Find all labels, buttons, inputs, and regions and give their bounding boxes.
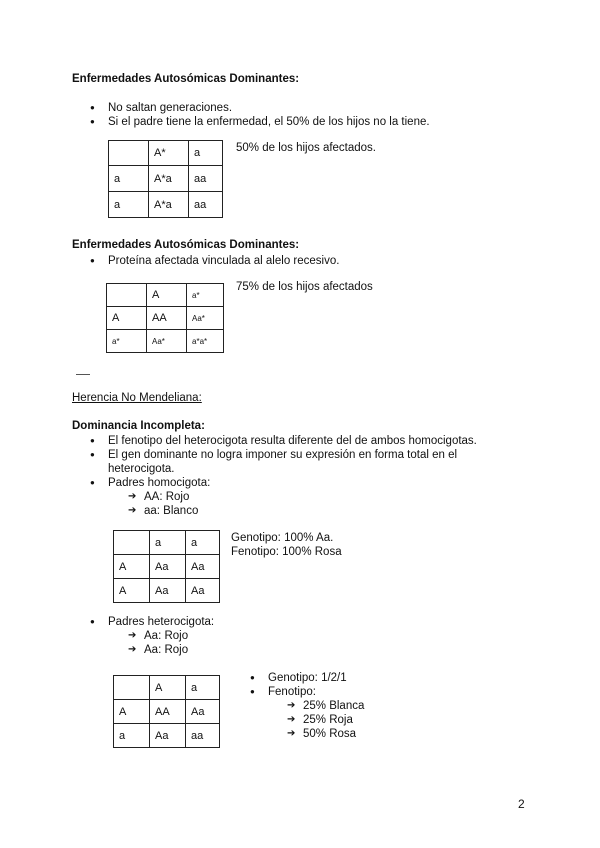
list-item: ➔ 50% Rosa: [287, 727, 364, 741]
table-cell: a: [189, 141, 223, 166]
punnett-table-3: [113, 530, 220, 603]
list-item: ● Proteína afectada vinculada al alelo recesivo.: [72, 254, 542, 268]
phenotype-arrow-list: [287, 699, 364, 741]
table-cell: a: [150, 531, 186, 555]
list-item: ● El gen dominante no logra imponer su expresión en forma total en el heterocigota.: [72, 448, 512, 476]
table-cell: a: [186, 531, 220, 555]
table-cell: Aa*: [147, 330, 187, 353]
table-cell: a: [114, 724, 150, 748]
table-cell: A: [147, 284, 187, 307]
table-row: [107, 307, 224, 330]
list-item: ➔ 25% Roja: [287, 713, 364, 727]
table-cell: a*: [187, 284, 224, 307]
list-item: ➔ Aa: Rojo: [128, 643, 188, 657]
table-cell: a*: [107, 330, 147, 353]
table-cell: a*a*: [187, 330, 224, 353]
table-row: [114, 676, 220, 700]
section1-note: 50% de los hijos afectados.: [236, 142, 377, 154]
list-item: ● Genotipo: 1/2/1: [232, 671, 432, 685]
table-cell: aa: [189, 166, 223, 192]
table-cell: A: [150, 676, 186, 700]
table-cell: [107, 284, 147, 307]
hetero-bullet-list: [72, 615, 372, 629]
table-row: [107, 284, 224, 307]
table3-note: [231, 531, 342, 559]
table-row: [114, 724, 220, 748]
table-cell: Aa: [186, 555, 220, 579]
table-cell: A: [114, 555, 150, 579]
section2-note: 75% de los hijos afectados: [236, 281, 373, 293]
table-cell: a: [109, 192, 149, 218]
hetero-arrow-list: [128, 629, 188, 657]
table4-note-list: [232, 671, 432, 699]
table-cell: Aa: [186, 579, 220, 603]
genotype-note: Genotipo: 100% Aa.: [231, 532, 334, 544]
section1-bullet-list: [72, 101, 542, 129]
table-row: [109, 141, 223, 166]
table-row: [114, 700, 220, 724]
table-cell: Aa: [150, 579, 186, 603]
section1-title: Enfermedades Autosómicas Dominantes:: [72, 73, 300, 85]
punnett-table-2: [106, 283, 224, 353]
punnett-table-4: [113, 675, 220, 748]
list-item: ➔ Aa: Rojo: [128, 629, 188, 643]
list-item: ● Si el padre tiene la enfermedad, el 50% de los hijos no la tiene.: [72, 115, 542, 129]
page-number: 2: [518, 797, 525, 811]
list-item: ● Padres homocigota:: [72, 476, 512, 490]
table-cell: a: [186, 676, 220, 700]
list-item: ● No saltan generaciones.: [72, 101, 542, 115]
table-row: [114, 531, 220, 555]
table-cell: Aa*: [187, 307, 224, 330]
table-row: [107, 330, 224, 353]
table-cell: [114, 531, 150, 555]
table-cell: AA: [150, 700, 186, 724]
table-cell: aa: [186, 724, 220, 748]
list-item: ● El fenotipo del heterocigota resulta diferente del de ambos homocigotas.: [72, 434, 512, 448]
table-cell: Aa: [150, 724, 186, 748]
list-item: ➔ aa: Blanco: [128, 504, 198, 518]
section3-bullet-list: [72, 434, 512, 490]
table-cell: [114, 676, 150, 700]
table-cell: A*a: [149, 166, 189, 192]
punnett-table-1: [108, 140, 223, 218]
table-cell: aa: [189, 192, 223, 218]
table-cell: A: [114, 579, 150, 603]
list-item: ● Fenotipo:: [232, 685, 432, 699]
table-cell: A: [107, 307, 147, 330]
phenotype-note: Fenotipo: 100% Rosa: [231, 546, 342, 558]
list-item: ➔ AA: Rojo: [128, 490, 198, 504]
table-cell: [109, 141, 149, 166]
table-cell: a: [109, 166, 149, 192]
table-cell: Aa: [150, 555, 186, 579]
table-row: [109, 166, 223, 192]
list-item: ➔ 25% Blanca: [287, 699, 364, 713]
divider: [76, 374, 90, 375]
section2-bullet-list: [72, 254, 542, 268]
table-row: [114, 579, 220, 603]
table-cell: A: [114, 700, 150, 724]
section3-subheading: Dominancia Incompleta:: [72, 420, 205, 432]
table-cell: A*: [149, 141, 189, 166]
table-cell: A*a: [149, 192, 189, 218]
section3-heading: Herencia No Mendeliana:: [72, 392, 202, 404]
table-row: [114, 555, 220, 579]
list-item: ● Padres heterocigota:: [72, 615, 372, 629]
table-row: [109, 192, 223, 218]
homo-arrow-list: [128, 490, 198, 518]
section2-title: Enfermedades Autosómicas Dominantes:: [72, 239, 300, 251]
table-cell: Aa: [186, 700, 220, 724]
table-cell: AA: [147, 307, 187, 330]
